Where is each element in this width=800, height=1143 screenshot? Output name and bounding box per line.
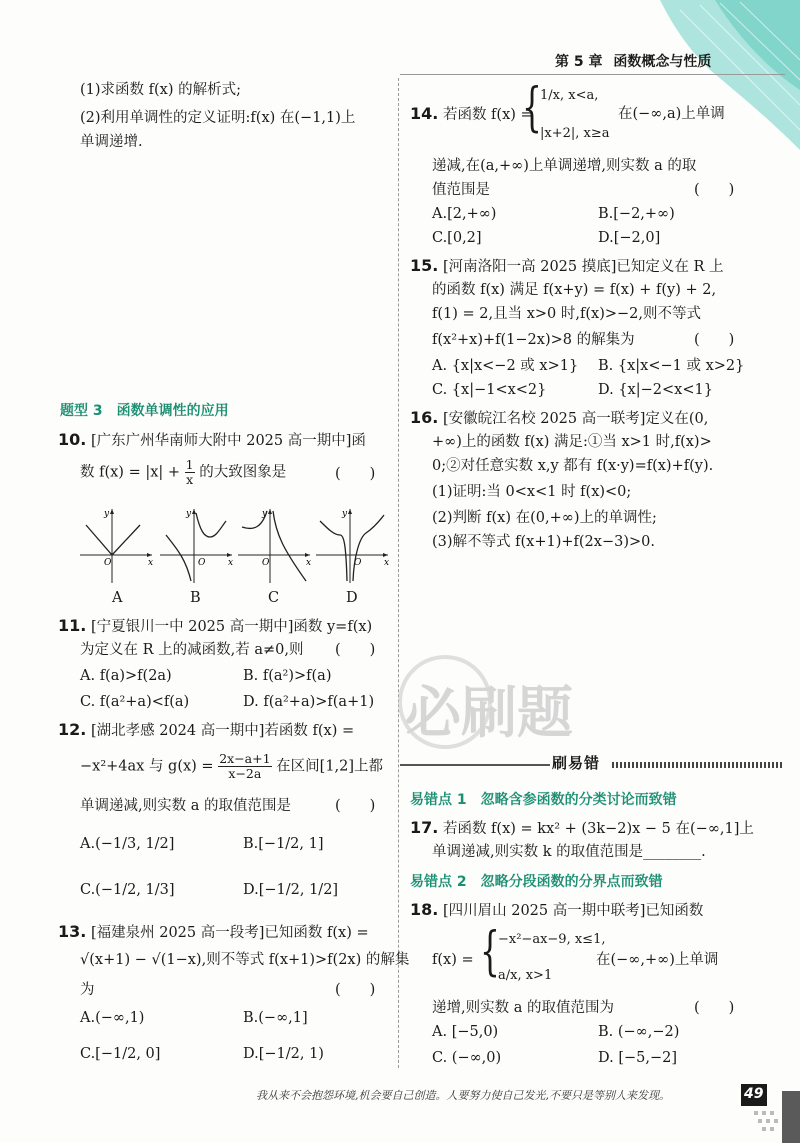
- question-text: 在区间[1,2]上都: [276, 758, 384, 775]
- question-source: [福建泉州 2025 高一段考]已知函数 f(x) =: [90, 925, 369, 941]
- option-d: D. {x|−2<x<1}: [598, 382, 713, 398]
- header-rule: [400, 74, 785, 75]
- option-b: B. (−∞,−2): [598, 1024, 680, 1040]
- option-a: A. [−5,0): [432, 1024, 499, 1040]
- option-a: A.[2,+∞): [432, 206, 497, 222]
- question-number: 15.: [410, 256, 439, 275]
- answer-blank: ( ): [335, 798, 376, 814]
- svg-text:y: y: [104, 509, 110, 519]
- option-c: C. (−∞,0): [432, 1050, 502, 1066]
- graph-option-b: [158, 505, 234, 585]
- answer-blank: ( ): [335, 982, 376, 998]
- fraction-numerator: 2x−a+1: [219, 751, 271, 766]
- option-d: D. f(a²+a)>f(a+1): [243, 694, 375, 710]
- svg-text:O: O: [262, 558, 270, 568]
- option-d: D.[−1/2, 1/2]: [243, 882, 339, 898]
- option-a: A. f(a)>f(2a): [80, 668, 172, 684]
- question-17: [410, 818, 754, 838]
- option-c: C.[−1/2, 0]: [80, 1046, 161, 1062]
- mistake-point-2: 易错点 2 忽略分段函数的分界点而致错: [410, 874, 663, 890]
- option-a: A.(−1/3, 1/2]: [80, 836, 175, 852]
- option-c: C.[0,2]: [432, 230, 482, 246]
- fraction: [218, 752, 271, 781]
- svg-text:x: x: [228, 558, 234, 568]
- piecewise-case-2: a/x, x>1: [498, 968, 553, 983]
- mistakes-rule-left: [400, 764, 550, 766]
- prev-question-part2a: (2)利用单调性的定义证明:f(x) 在(−1,1)上: [80, 110, 356, 126]
- question-text: −x²+4ax 与 g(x) =: [80, 758, 214, 775]
- option-c: C. {x|−1<x<2}: [432, 382, 547, 398]
- question-text: +∞)上的函数 f(x) 满足:①当 x>1 时,f(x)>: [432, 434, 712, 450]
- option-b: B.[−1/2, 1]: [243, 836, 324, 852]
- question-text: 为: [80, 982, 95, 998]
- question-text: 递减,在(a,+∞)上单调递增,则实数 a 的取: [432, 158, 697, 174]
- question-text: f(x) =: [432, 952, 474, 968]
- option-d: D.[−1/2, 1): [243, 1046, 324, 1062]
- question-number: 17.: [410, 818, 439, 837]
- svg-text:O: O: [198, 558, 206, 568]
- question-12: [58, 720, 354, 740]
- mistakes-section-title: 刷易错: [552, 754, 601, 772]
- question-text: 值范围是: [432, 182, 490, 198]
- option-b: B. f(a²)>f(a): [243, 668, 332, 684]
- question-text: 数 f(x) = |x| +: [80, 464, 181, 481]
- question-number: 16.: [410, 408, 439, 427]
- question-source: [安徽皖江名校 2025 高一联考]定义在(0,: [442, 411, 709, 427]
- question-text: f(1) = 2,且当 x>0 时,f(x)>−2,则不等式: [432, 306, 701, 322]
- fraction-numerator: 1: [185, 457, 194, 472]
- question-text: 若函数 f(x) = kx² + (3k−2)x − 5 在(−∞,1]上: [442, 821, 754, 837]
- question-text: 的大致图象是: [199, 464, 287, 481]
- svg-text:y: y: [262, 509, 268, 519]
- option-a: A. {x|x<−2 或 x>1}: [432, 358, 579, 374]
- question-text: 的函数 f(x) 满足 f(x+y) = f(x) + f(y) + 2,: [432, 282, 717, 298]
- question-14: [410, 104, 533, 124]
- piecewise-case-1: −x²−ax−9, x≤1,: [498, 932, 606, 947]
- question-12-line2: [80, 752, 383, 781]
- svg-text:y: y: [186, 509, 192, 519]
- question-10-line2: [80, 458, 286, 487]
- graph-label-b: B: [190, 590, 201, 606]
- option-b: B. {x|x<−1 或 x>2}: [598, 358, 745, 374]
- footer-motto: 我从来不会抱怨环境,机会要自己创造。人要努力使自己发光,不要只是等别人来发现。: [256, 1089, 670, 1102]
- question-number: 18.: [410, 900, 439, 919]
- svg-text:O: O: [104, 558, 112, 568]
- graph-label-c: C: [268, 590, 280, 606]
- graph-option-c: [236, 505, 312, 585]
- question-number: 10.: [58, 430, 87, 449]
- question-13: [58, 922, 369, 942]
- piecewise-brace: {: [522, 78, 542, 138]
- answer-blank: ( ): [335, 642, 376, 658]
- answer-blank: ( ): [694, 332, 735, 348]
- graph-label-d: D: [346, 590, 358, 606]
- svg-text:x: x: [306, 558, 312, 568]
- question-text: 若函数 f(x) =: [442, 107, 533, 123]
- corner-decoration: [754, 1091, 800, 1143]
- fraction-denominator: x−2a: [228, 765, 262, 781]
- question-text: 为定义在 R 上的减函数,若 a≠0,则: [80, 642, 304, 658]
- question-10: [58, 430, 366, 450]
- question-11: [58, 616, 372, 636]
- fraction-denominator: x: [186, 471, 194, 487]
- question-text: f(x²+x)+f(1−2x)>8 的解集为: [432, 332, 635, 348]
- question-15: [410, 256, 724, 276]
- question-number: 14.: [410, 104, 439, 123]
- page-number: 49: [744, 1086, 764, 1102]
- answer-blank: ( ): [694, 182, 735, 198]
- watermark-text: 必刷题: [405, 681, 573, 746]
- question-text: 在(−∞,a)上单调: [618, 106, 725, 122]
- question-16: [410, 408, 708, 428]
- chapter-number: 第 5 章: [555, 54, 603, 70]
- option-b: B.(−∞,1]: [243, 1010, 308, 1026]
- bishuati-watermark-logo: [395, 652, 573, 752]
- question-text: 递增,则实数 a 的取值范围为: [432, 1000, 614, 1016]
- piecewise-case-1: 1/x, x<a,: [540, 88, 599, 103]
- sub-question-2: (2)判断 f(x) 在(0,+∞)上的单调性;: [432, 510, 657, 526]
- chapter-header: [555, 54, 711, 71]
- option-c: C.(−1/2, 1/3]: [80, 882, 175, 898]
- answer-blank: ( ): [694, 1000, 735, 1016]
- question-text: √(x+1) − √(1−x),则不等式 f(x+1)>f(2x) 的解集: [80, 952, 410, 968]
- svg-text:x: x: [148, 558, 154, 568]
- graph-option-a: [78, 505, 154, 585]
- question-source: [广东广州华南师大附中 2025 高一期中]函: [90, 433, 366, 449]
- question-number: 11.: [58, 616, 87, 635]
- question-18: [410, 900, 703, 920]
- question-number: 13.: [58, 922, 87, 941]
- question-text: 单调递减,则实数 k 的取值范围是________.: [432, 844, 706, 860]
- column-divider: [398, 78, 400, 1068]
- chapter-title: 函数概念与性质: [613, 54, 712, 70]
- question-text: 在(−∞,+∞)上单调: [596, 952, 719, 968]
- question-text: 0;②对任意实数 x,y 都有 f(x·y)=f(x)+f(y).: [432, 458, 714, 474]
- graph-label-a: A: [112, 590, 123, 606]
- option-d: D. [−5,−2]: [598, 1050, 677, 1066]
- option-c: C. f(a²+a)<f(a): [80, 694, 190, 710]
- section-heading-type3: 题型 3 函数单调性的应用: [60, 403, 229, 419]
- prev-question-part2b: 单调递增.: [80, 134, 143, 150]
- question-source: [宁夏银川一中 2025 高一期中]函数 y=f(x): [90, 619, 373, 635]
- question-number: 12.: [58, 720, 87, 739]
- svg-text:x: x: [384, 558, 390, 568]
- fraction: [185, 458, 195, 487]
- question-source: [湖北孝感 2024 高一期中]若函数 f(x) =: [90, 723, 355, 739]
- question-source: [四川眉山 2025 高一期中联考]已知函数: [442, 903, 704, 919]
- piecewise-brace: {: [480, 922, 500, 982]
- mistake-point-1: 易错点 1 忽略含参函数的分类讨论而致错: [410, 792, 677, 808]
- sub-question-3: (3)解不等式 f(x+1)+f(2x−3)>0.: [432, 534, 655, 550]
- svg-text:O: O: [354, 558, 362, 568]
- question-text: 单调递减,则实数 a 的取值范围是: [80, 798, 291, 814]
- piecewise-case-2: |x+2|, x≥a: [540, 126, 610, 141]
- graph-option-d: [314, 505, 390, 585]
- option-d: D.[−2,0]: [598, 230, 661, 246]
- option-b: B.[−2,+∞): [598, 206, 675, 222]
- svg-text:y: y: [342, 509, 348, 519]
- answer-blank: ( ): [335, 466, 376, 482]
- sub-question-1: (1)证明:当 0<x<1 时 f(x)<0;: [432, 484, 632, 500]
- option-a: A.(−∞,1): [80, 1010, 145, 1026]
- question-source: [河南洛阳一高 2025 摸底]已知定义在 R 上: [442, 259, 724, 275]
- header-decoration: [620, 0, 800, 150]
- prev-question-part1: (1)求函数 f(x) 的解析式;: [80, 82, 242, 98]
- mistakes-rule-right: [612, 762, 784, 768]
